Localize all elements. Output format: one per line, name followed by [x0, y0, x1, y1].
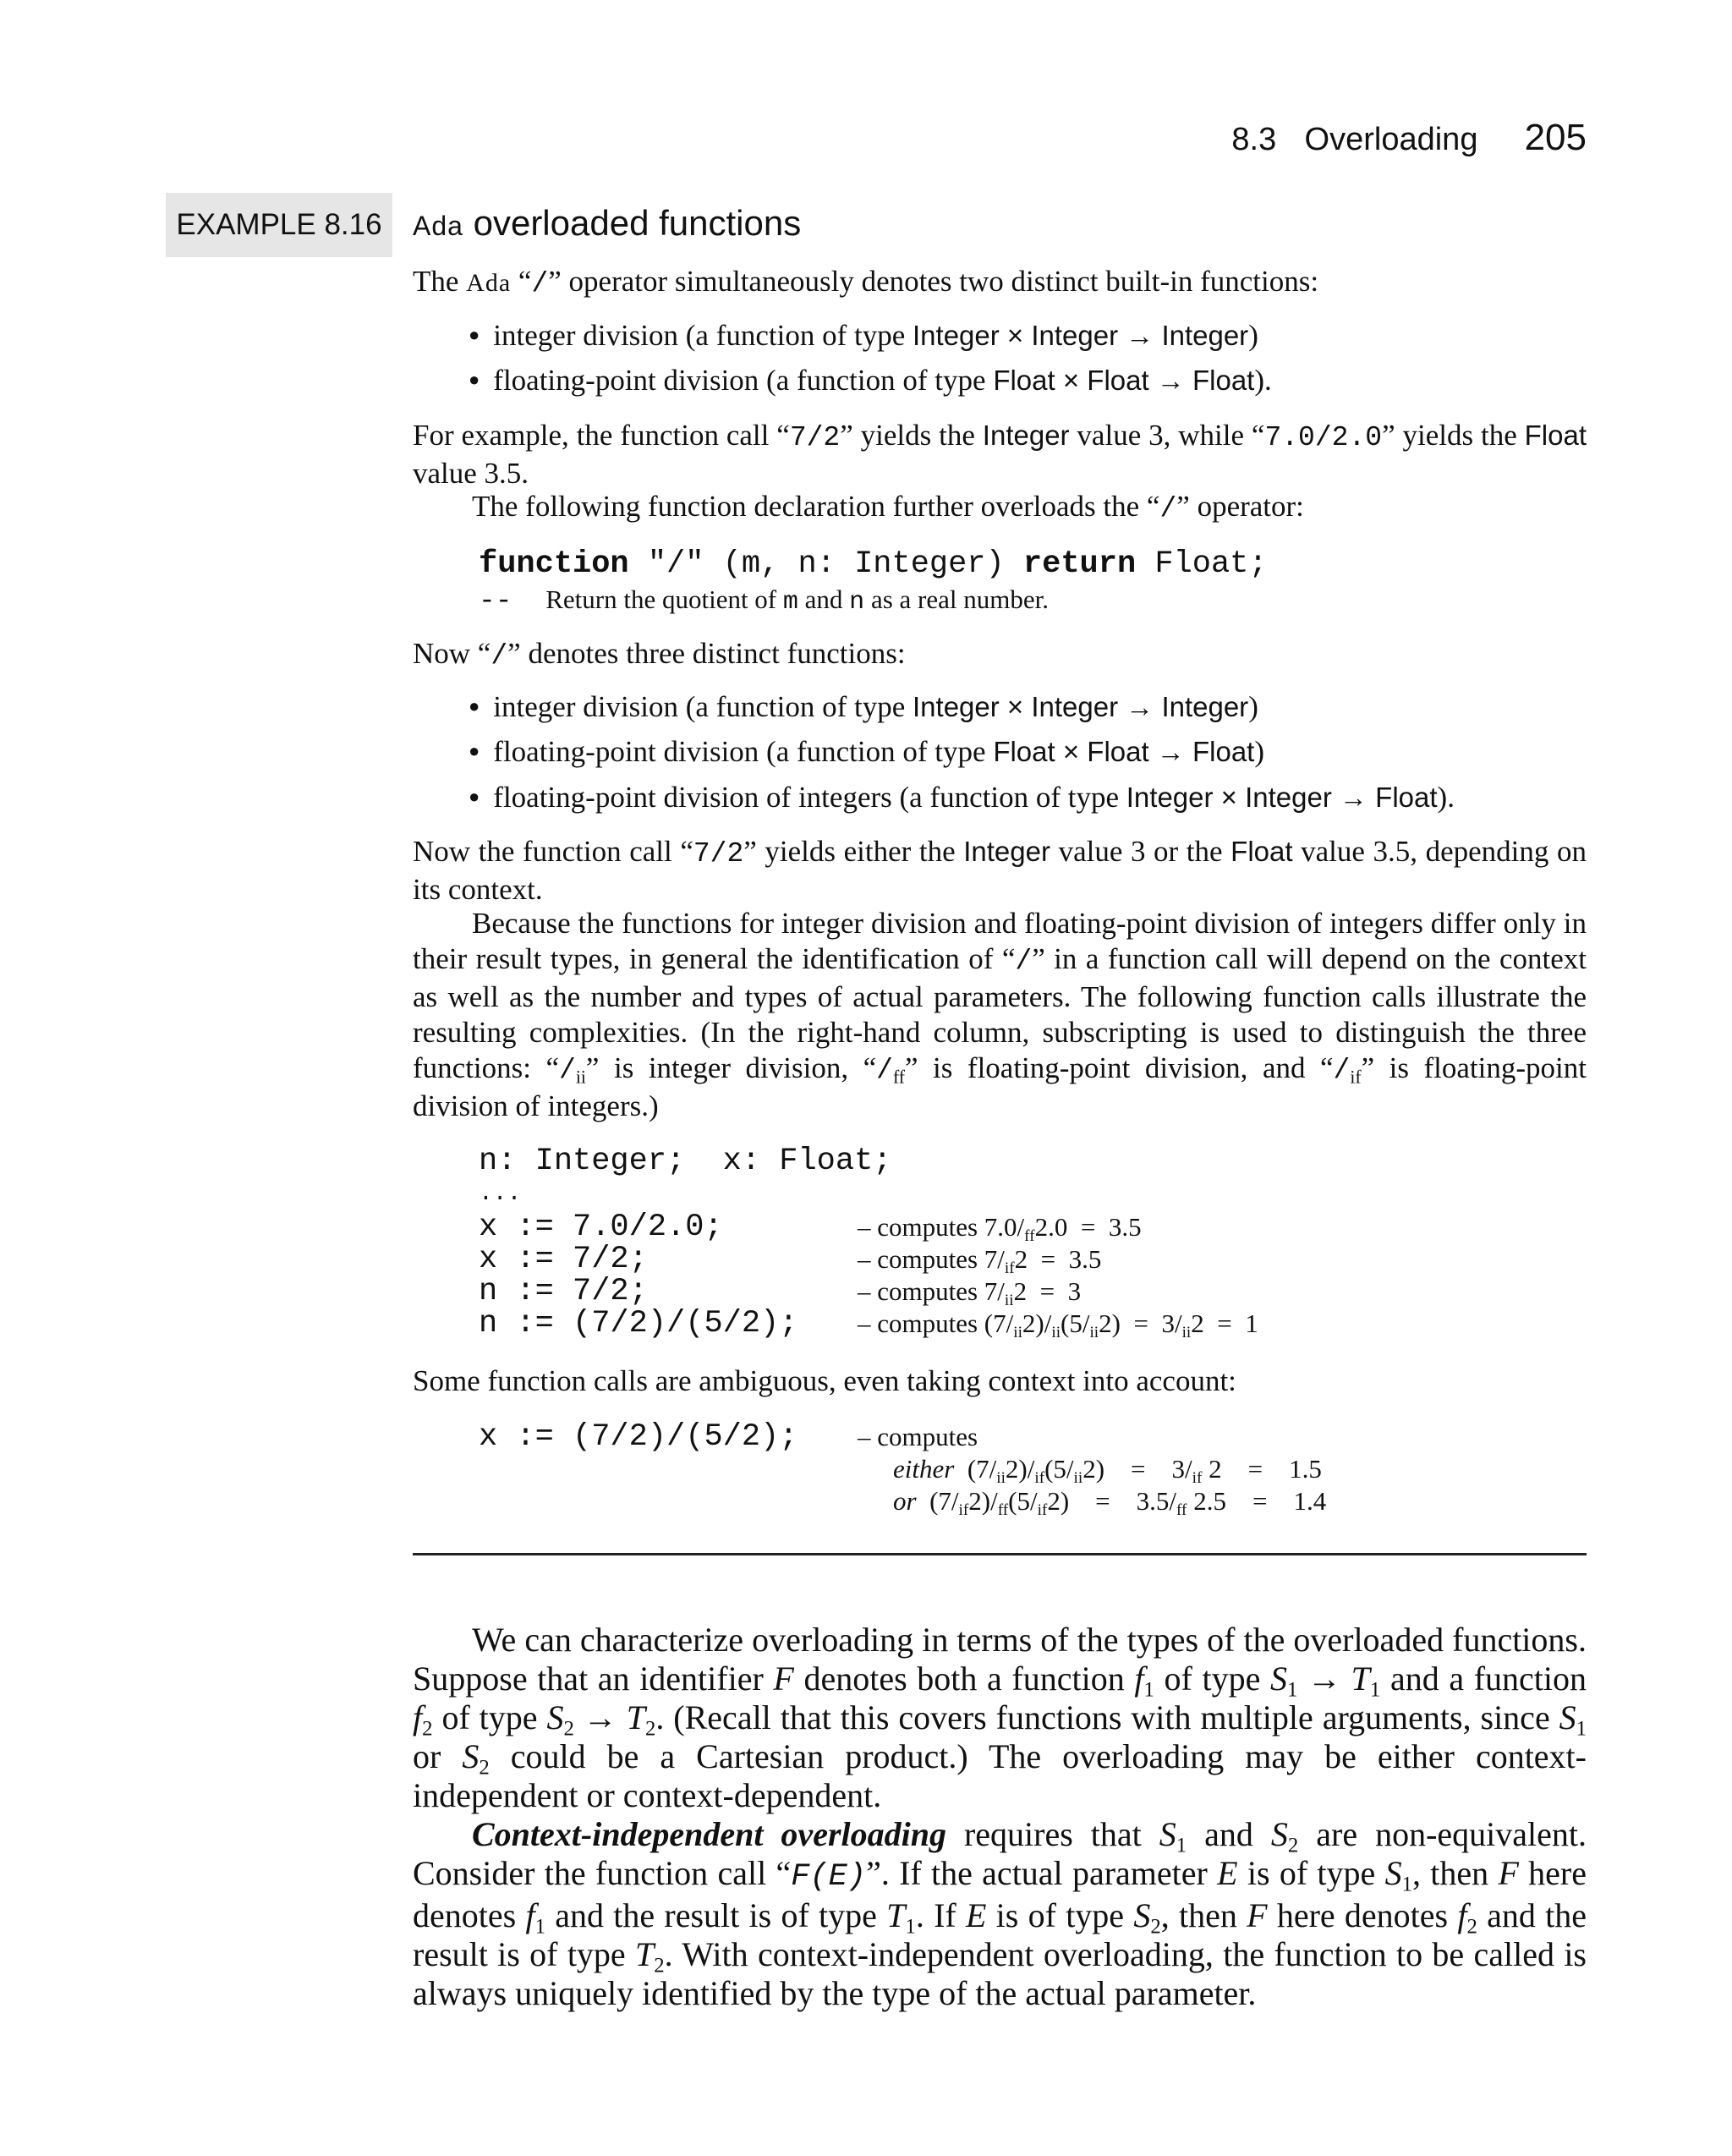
paragraph-complexities: Because the functions for integer division and floating-point division of integers differ only in their result types, in general the identification of “/” in a function call will depend on the context as well as the number and types of actual parameters. The following function calls illustrate the resulting complexities. (In the right-hand column, subscripting is used to distinguish the three functions: “$/_{ii}$” is integer division, “$/_{ff}$” is floating-point division, and “$/_{if}$” is floating-point division of integers.): [413, 907, 1587, 1122]
section-title: Overloading: [1304, 122, 1478, 157]
list-item: ● floating-point division (a function of type Float × Float → Float).: [469, 363, 1272, 402]
code-comment: – computes $7/_{if}2 = 3.5$: [858, 1244, 1102, 1277]
page-number: 205: [1524, 117, 1587, 158]
code-comment-or: or $(7/_{if}2)/_{ff}(5/_{if}2)$ = $3.5/_{ff}$ 2.5 = 1.4: [893, 1486, 1327, 1519]
code-line: x := 7/2;: [479, 1242, 648, 1277]
paragraph-three-functions: Now “/” denotes three distinct functions:: [413, 637, 906, 672]
list-item: ● floating-point division (a function of type Float × Float → Float): [469, 734, 1264, 773]
code-line: n := (7/2)/(5/2);: [479, 1306, 798, 1341]
code-variable-decl: n: Integer; x: Float;: [479, 1144, 892, 1179]
paragraph-ambiguous: Some function calls are ambiguous, even taking context into account:: [413, 1364, 1236, 1397]
example-title: Ada overloaded functions: [413, 203, 802, 243]
code-comment: – computes $7.0/_{ff}2.0 = 3.5$: [858, 1212, 1142, 1245]
code-comment-either: either $(7/_{ii}2)/_{if}(5/_{ii}2)$ = $3/_{if}$ 2 = 1.5: [893, 1454, 1322, 1487]
paragraph-declaration-intro: The following function declaration further overloads the “/” operator:: [472, 490, 1304, 524]
list-item: ● integer division (a function of type Integer × Integer → Integer): [469, 689, 1258, 728]
list-item: ● floating-point division of integers (a function of type Integer × Integer → Float).: [469, 780, 1455, 819]
example-end-rule: [413, 1553, 1587, 1555]
example-label-box: [166, 193, 392, 257]
list-item: ● integer division (a function of type Integer × Integer → Integer): [469, 318, 1258, 357]
code-comment: – computes: [858, 1422, 978, 1451]
code-comment: -- Return the quotient of m and n as a real number.: [479, 584, 1049, 617]
section-number: 8.3: [1231, 122, 1277, 157]
code-comment: – computes $7/_{ii}2 = 3$: [858, 1276, 1082, 1309]
paragraph-characterize: We can characterize overloading in terms of the types of the overloaded functions. Suppose that an identifier F denotes both a function $f_1$ of type $S_1 \to T_1$ and a function $f_2$ of type $S_2 \to T_2$. (Recall that this covers functions with multiple arguments, since $S_1$ or $S_2$ could be a Cartesian product.) The overloading may be either context-independent or context-dependent.: [413, 1621, 1587, 1814]
example-label: EXAMPLE 8.16: [176, 208, 382, 241]
running-head: [1231, 117, 1587, 159]
paragraph-intro: The Ada “/” operator simultaneously denotes two distinct built-in functions:: [413, 265, 1319, 299]
paragraph-context-independent: Context-independent overloading requires that $S_1$ and $S_2$ are non-equivalent. Consider the function call “F(E)”. If the actual parameter E is of type $S_1$, then F here denotes $f_1$ and the result is of type $T_1$. If E is of type $S_2$, then F here denotes $f_2$ and the result is of type $T_2$. With context-independent overloading, the function to be called is always uniquely identified by the type of the actual parameter.: [413, 1815, 1587, 2012]
code-ellipsis: ...: [479, 1181, 522, 1207]
paragraph-example: For example, the function call “7/2” yields the Integer value 3, while “7.0/2.0” yields the Float value 3.5.: [413, 419, 1587, 490]
code-line: n := 7/2;: [479, 1274, 648, 1309]
code-declaration: function "/" (m, n: Integer) return Float;: [479, 546, 1268, 582]
code-line: x := (7/2)/(5/2);: [479, 1419, 798, 1455]
code-comment: – computes $(7/_{ii}2)/_{ii}(5/_{ii}2) = 3/_{ii}2 = 1$: [858, 1308, 1258, 1341]
paragraph-context: Now the function call “7/2” yields either the Integer value 3 or the Float value 3.5, depending on its context.: [413, 835, 1587, 906]
code-line: x := 7.0/2.0;: [479, 1210, 723, 1245]
